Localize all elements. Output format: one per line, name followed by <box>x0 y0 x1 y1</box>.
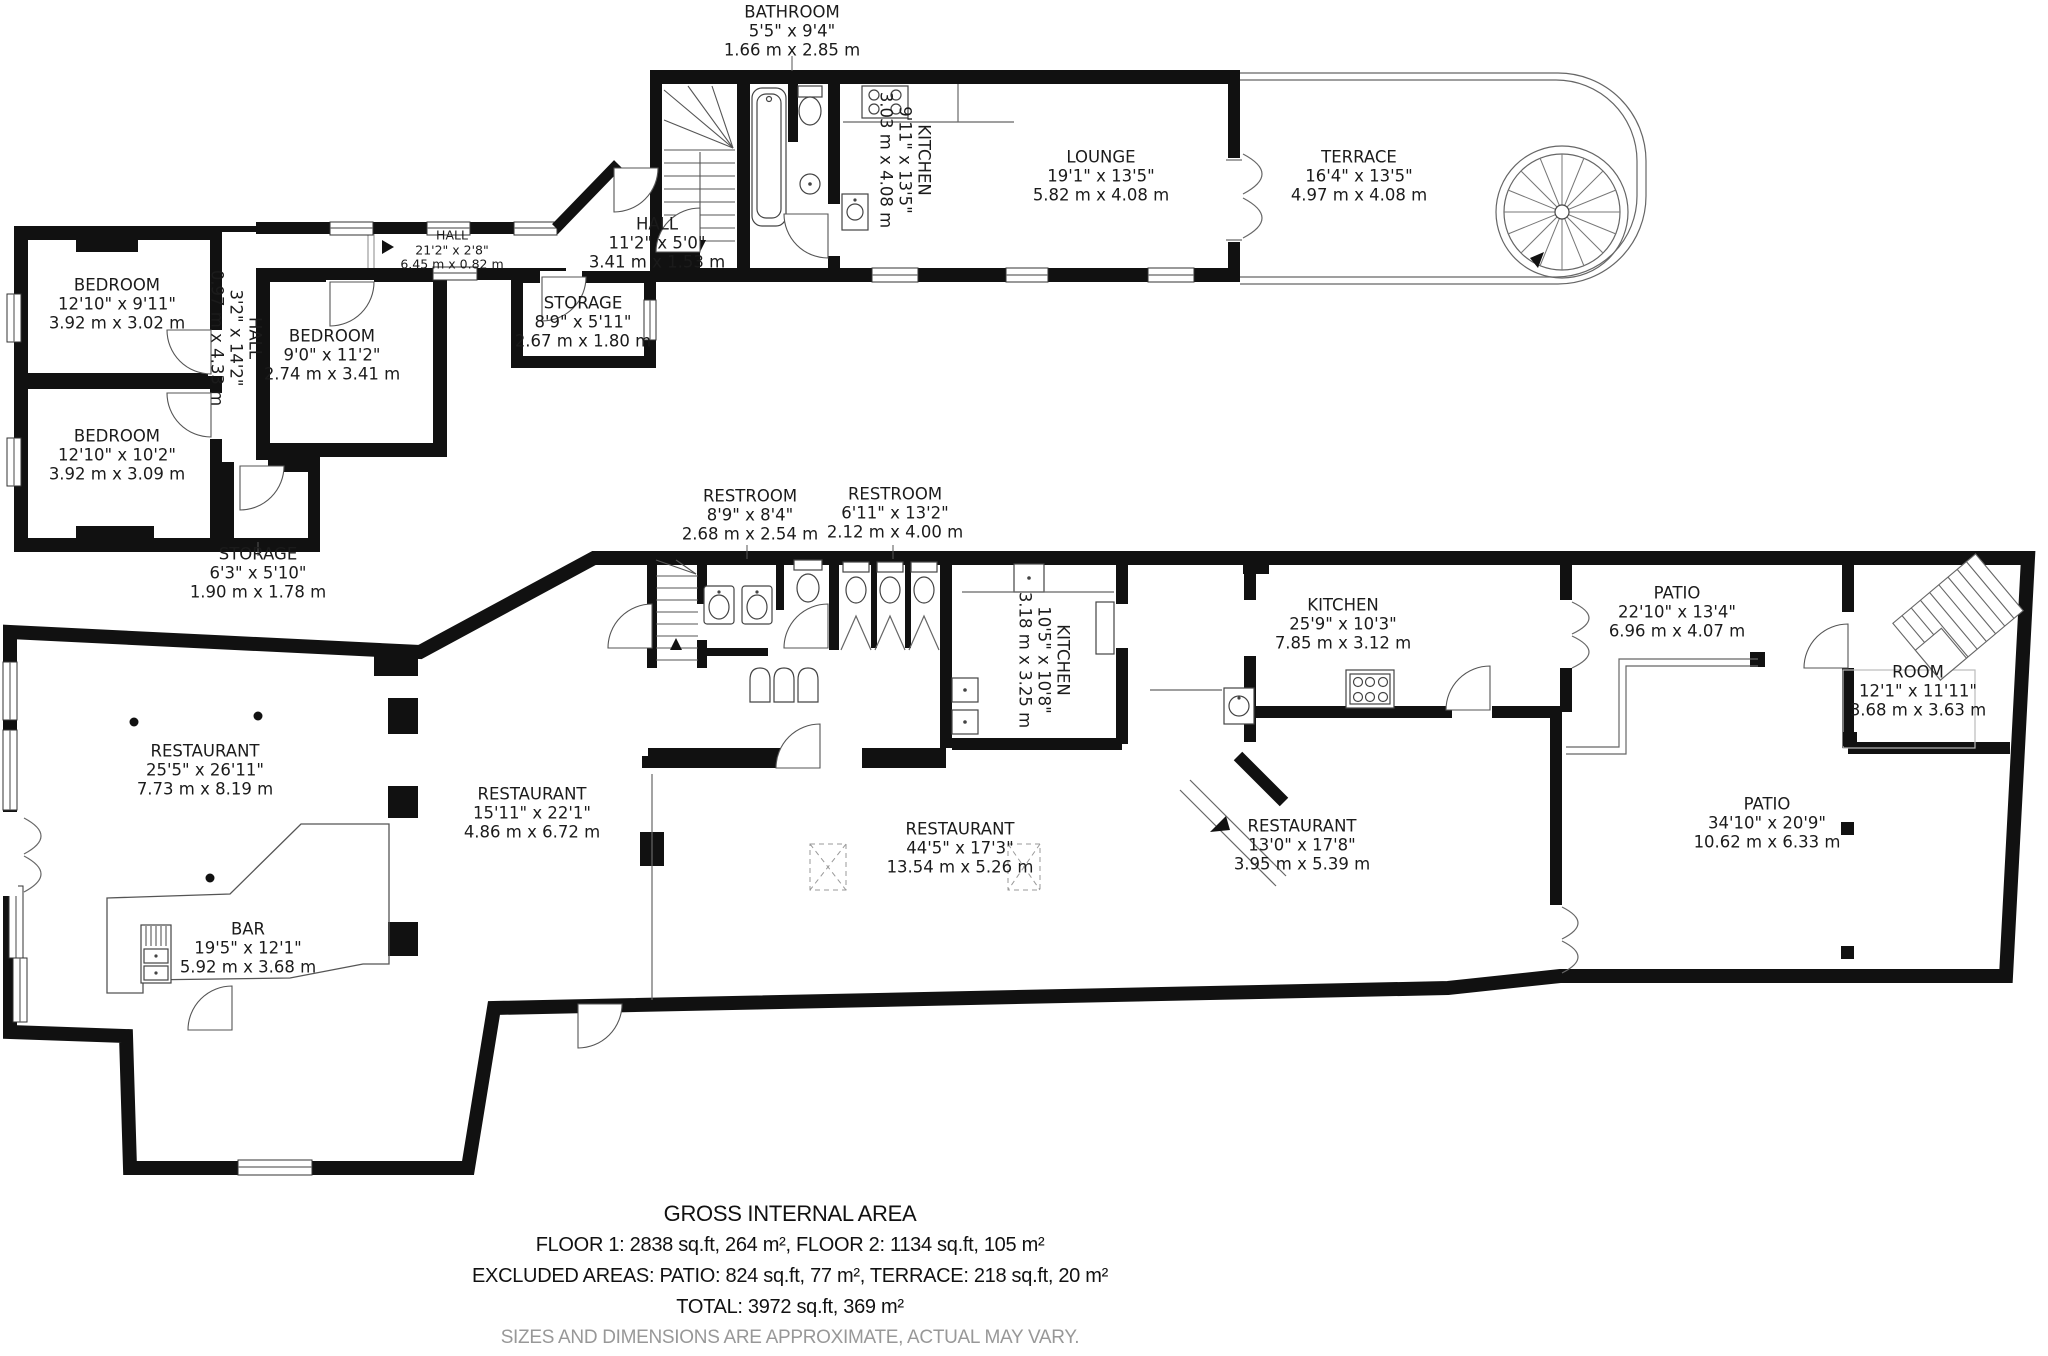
room-name: BEDROOM <box>73 275 161 295</box>
room-metric: 7.85 m x 3.12 m <box>1274 633 1412 653</box>
room-name: RESTAURANT <box>150 741 260 761</box>
room-metric: 5.92 m x 3.68 m <box>179 957 317 977</box>
room-imperial: 22'10" x 13'4" <box>1618 602 1736 622</box>
room-imperial: 8'9" x 8'4" <box>706 505 794 525</box>
entry-door-gap <box>2 812 18 896</box>
room-label-hall-diag <box>589 214 725 271</box>
room-label-restroom-right <box>827 484 963 541</box>
room-name: RESTROOM <box>847 484 943 504</box>
sink-icon <box>1014 564 1044 592</box>
room-name: TERRACE <box>1321 147 1397 167</box>
room-imperial: 12'10" x 9'11" <box>58 294 176 314</box>
room-metric: 7.73 m x 8.19 m <box>136 779 274 799</box>
room-label-patio-bottom <box>1694 794 1841 851</box>
room-label-room <box>1850 662 1986 719</box>
room-imperial: 25'5" x 26'11" <box>146 760 264 780</box>
room-label-hall-long <box>400 228 503 272</box>
room-metric: 3.68 m x 3.63 m <box>1849 700 1987 720</box>
duct-icon <box>1096 602 1114 654</box>
room-imperial: 13'0" x 17'8" <box>1248 835 1356 855</box>
sink-icon <box>842 194 868 230</box>
room-metric: 3.41 m x 1.53 m <box>588 252 726 272</box>
room-name: BAR <box>230 919 266 939</box>
room-name: HALL <box>436 227 468 243</box>
room-metric: 2.68 m x 2.54 m <box>681 524 819 544</box>
room-metric: 3.18 m x 3.25 m <box>1015 591 1035 729</box>
area-summary <box>0 1198 1580 1353</box>
room-name: RESTROOM <box>702 486 798 506</box>
room-imperial: 19'1" x 13'5" <box>1047 166 1155 186</box>
summary-title: GROSS INTERNAL AREA <box>663 1201 917 1226</box>
room-metric: 2.74 m x 3.41 m <box>263 364 401 384</box>
room-imperial: 6'3" x 5'10" <box>209 563 307 583</box>
room-label-restaurant-center <box>887 819 1034 876</box>
urinal-icon <box>774 668 794 702</box>
summary-total: TOTAL: 3972 sq.ft, 369 m² <box>676 1296 904 1318</box>
room-name: HALL <box>635 214 679 234</box>
sink-icon <box>742 586 772 624</box>
room-metric: 3.03 m x 4.08 m <box>876 91 896 229</box>
column <box>1843 732 1857 746</box>
urinal-icon <box>798 668 818 702</box>
room-label-restaurant-left <box>137 741 273 798</box>
room-metric: 10.62 m x 6.33 m <box>1693 832 1841 852</box>
room-imperial: 3'2" x 14'2" <box>226 289 246 387</box>
room-metric: 0.97 m x 4.33 m <box>207 269 227 407</box>
summary-excluded: EXCLUDED AREAS: PATIO: 824 sq.ft, 77 m², TERRACE: 218 sq.ft, 20 m² <box>472 1265 1108 1287</box>
room-imperial: 8'9" x 5'11" <box>534 312 632 332</box>
room-metric: 6.96 m x 4.07 m <box>1608 621 1746 641</box>
room-label-bathroom <box>724 2 860 59</box>
room-name: RESTAURANT <box>477 784 587 804</box>
room-label-restaurant-right <box>1234 816 1370 873</box>
french-door-icon <box>1243 154 1262 194</box>
urinal-icon <box>750 668 770 702</box>
room-imperial: 5'5" x 9'4" <box>748 21 836 41</box>
room-name: STORAGE <box>218 544 298 564</box>
room-imperial: 25'9" x 10'3" <box>1289 614 1397 634</box>
room-label-kitchen-main <box>1275 595 1411 652</box>
room-name: STORAGE <box>543 293 623 313</box>
room-label-patio-top <box>1609 583 1745 640</box>
room-name: PATIO <box>1653 583 1701 603</box>
room-name: KITCHEN <box>1307 595 1379 615</box>
room-metric: 5.82 m x 4.08 m <box>1032 185 1170 205</box>
room-label-hall-vertical <box>207 270 264 406</box>
room-name: PATIO <box>1743 794 1791 814</box>
room-name: HALL <box>245 316 265 360</box>
room-metric: 4.86 m x 6.72 m <box>463 822 601 842</box>
room-imperial: 11'2" x 5'0" <box>608 233 706 253</box>
room-label-bedroom-bottom <box>49 426 185 483</box>
room-label-restroom-left <box>682 486 818 543</box>
room-imperial: 16'4" x 13'5" <box>1305 166 1413 186</box>
room-imperial: 34'10" x 20'9" <box>1708 813 1826 833</box>
room-label-kitchen-small <box>1015 592 1072 728</box>
room-imperial: 19'5" x 12'1" <box>194 938 302 958</box>
french-door-icon <box>1243 198 1262 238</box>
room-imperial: 44'5" x 17'3" <box>906 838 1014 858</box>
room-label-terrace <box>1291 147 1427 204</box>
sink-icon <box>952 710 978 734</box>
room-label-restaurant-mid <box>464 784 600 841</box>
room-metric: 1.66 m x 2.85 m <box>723 40 861 60</box>
room-name: KITCHEN <box>914 124 934 196</box>
room-imperial: 15'11" x 22'1" <box>473 803 591 823</box>
room-metric: 3.92 m x 3.09 m <box>48 464 186 484</box>
room-metric: 4.97 m x 4.08 m <box>1290 185 1428 205</box>
prep-sink-icon <box>1224 688 1254 724</box>
stove-icon <box>1346 670 1394 708</box>
room-metric: 2.12 m x 4.00 m <box>826 522 964 542</box>
room-imperial: 12'10" x 10'2" <box>58 445 176 465</box>
room-imperial: 9'11" x 13'5" <box>895 106 915 214</box>
room-label-lounge <box>1033 147 1169 204</box>
room-name: RESTAURANT <box>905 819 1015 839</box>
room-name: LOUNGE <box>1066 147 1136 167</box>
room-metric: 13.54 m x 5.26 m <box>886 857 1034 877</box>
sink-icon <box>800 174 820 194</box>
summary-disclaimer: SIZES AND DIMENSIONS ARE APPROXIMATE, ACTUAL MAY VARY. <box>500 1327 1080 1348</box>
room-imperial: 10'5" x 10'8" <box>1034 606 1054 714</box>
room-imperial: 12'1" x 11'11" <box>1859 681 1977 701</box>
room-label-bar <box>180 919 316 976</box>
room-metric: 1.90 m x 1.78 m <box>189 582 327 602</box>
room-label-storage-upper <box>515 293 651 350</box>
room-name: KITCHEN <box>1053 624 1073 696</box>
room-label-kitchen-upper <box>876 92 933 228</box>
toilet-icon <box>798 86 822 125</box>
room-label-storage-lower <box>190 544 326 601</box>
toilet-icon <box>794 560 822 602</box>
room-metric: 3.95 m x 5.39 m <box>1233 854 1371 874</box>
room-metric: 2.67 m x 1.80 m <box>514 331 652 351</box>
room-imperial: 9'0" x 11'2" <box>283 345 381 365</box>
room-label-bedroom-middle <box>264 326 400 383</box>
room-name: ROOM <box>1892 662 1944 682</box>
room-label-bedroom-top <box>49 275 185 332</box>
room-name: BEDROOM <box>73 426 161 446</box>
room-name: BATHROOM <box>744 2 840 22</box>
room-metric: 6.45 m x 0.82 m <box>400 256 504 272</box>
summary-floors: FLOOR 1: 2838 sq.ft, 264 m², FLOOR 2: 1134 sq.ft, 105 m² <box>535 1234 1045 1256</box>
room-name: RESTAURANT <box>1247 816 1357 836</box>
room-imperial: 21'2" x 2'8" <box>415 241 489 257</box>
sink-icon <box>952 678 978 702</box>
sink-icon <box>704 586 734 624</box>
room-metric: 3.92 m x 3.02 m <box>48 313 186 333</box>
room-imperial: 6'11" x 13'2" <box>841 503 949 523</box>
room-name: BEDROOM <box>288 326 376 346</box>
